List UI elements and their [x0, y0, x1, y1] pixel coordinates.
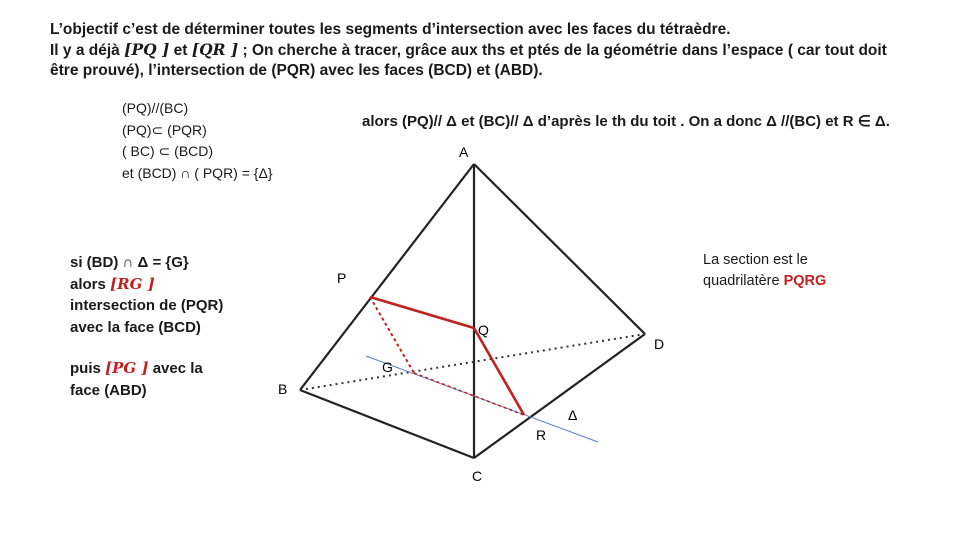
section-note-line-2-a: quadrilatère	[703, 273, 784, 289]
label-delta: Δ	[568, 407, 578, 423]
hypothesis-item: (PQ)//(BC)	[122, 100, 189, 116]
segment-qr: [QR ]	[191, 40, 239, 59]
segment-qr-drawn	[474, 328, 524, 415]
label-b: B	[278, 381, 288, 397]
intro-line-1: L’objectif c’est de déterminer toutes les segments d’intersection avec les faces du tétraèdre.	[50, 21, 731, 38]
hypothesis-item: (PQ)⊂ (PQR)	[122, 121, 207, 138]
section-name: PQRG	[783, 273, 827, 289]
rg-line-4: avec la face (BCD)	[70, 318, 201, 336]
intro-line-2-b: et	[169, 42, 192, 59]
hypothesis-item: ( BC) ⊂ (BCD)	[122, 143, 214, 159]
intro-line-3: être prouvé), l’intersection de (PQR) avec les faces (BCD) et (ABD).	[50, 62, 543, 79]
conclusion-text: alors (PQ)// Δ et (BC)// Δ d’après le th du toit . On a donc Δ //(BC) et R ∈ Δ.	[362, 113, 890, 130]
segment-pg: [PG ]	[105, 359, 149, 377]
intro-line-2-a: Il y a déjà	[50, 42, 125, 59]
edge-ab	[300, 164, 474, 390]
edge-bc	[300, 390, 474, 458]
segment-pq: [PQ ]	[124, 40, 170, 59]
label-d: D	[654, 336, 665, 352]
rg-line-2-a: alors	[70, 275, 111, 293]
section-note-line-1: La section est le	[703, 252, 808, 268]
label-r: R	[536, 427, 547, 443]
rg-line-3: intersection de (PQR)	[70, 297, 224, 314]
pg-line-1-b: avec la	[148, 360, 203, 377]
pg-line-2: face (ABD)	[70, 381, 147, 399]
label-c: C	[472, 468, 483, 484]
label-a: A	[459, 144, 469, 160]
label-g: G	[382, 359, 393, 375]
rg-line-1: si (BD) ∩ Δ = {G}	[70, 254, 189, 271]
edge-cd	[474, 334, 645, 458]
edge-ad	[474, 164, 645, 334]
edge-bd-hidden	[300, 334, 645, 390]
segment-rg: [RG ]	[110, 274, 155, 293]
label-q: Q	[478, 322, 489, 338]
label-p: P	[337, 270, 347, 286]
intro-line-2-c: ; On cherche à tracer, grâce aux ths et ptés de la géométrie dans l’espace ( car tout doit	[238, 42, 887, 59]
pg-line-1-a: puis	[70, 360, 106, 377]
hypothesis-item: et (BCD) ∩ ( PQR) = {Δ}	[122, 164, 273, 181]
